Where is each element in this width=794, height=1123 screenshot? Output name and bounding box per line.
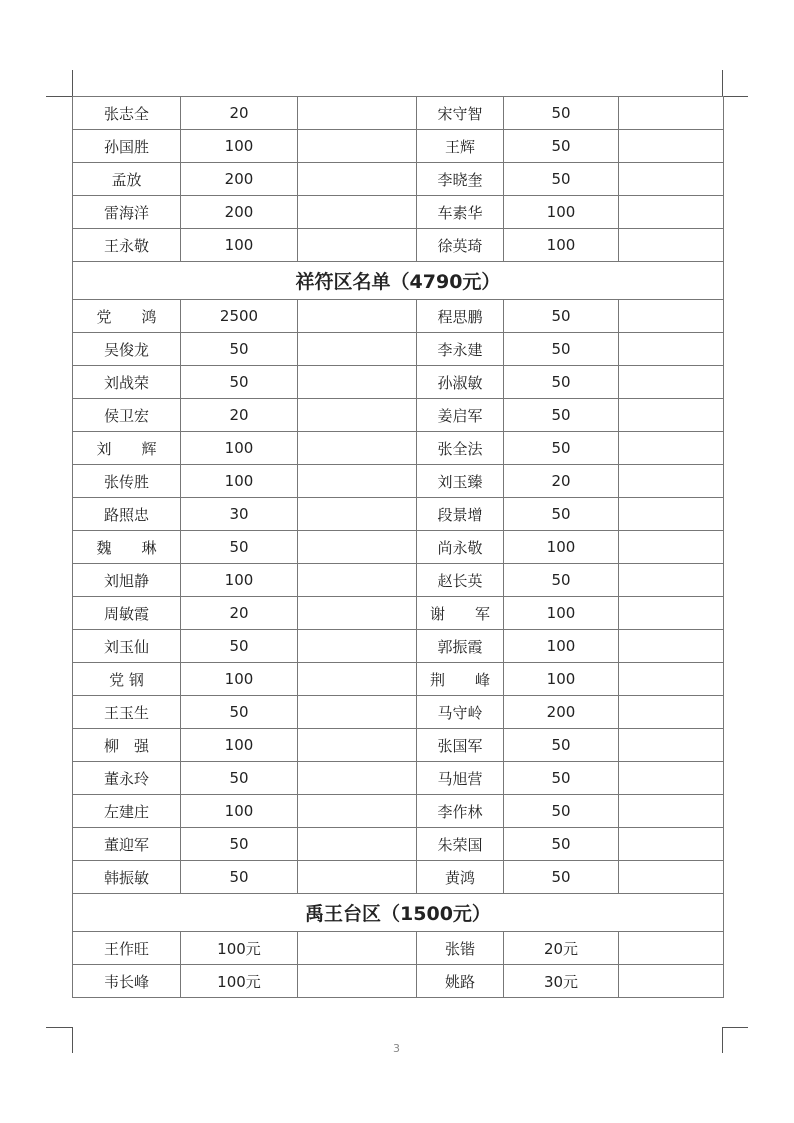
crop-mark [46, 96, 72, 97]
name-cell: 董永玲 [73, 762, 181, 795]
crop-mark [72, 1027, 73, 1053]
note-cell [619, 229, 724, 262]
note-cell [298, 399, 417, 432]
note-cell [298, 861, 417, 894]
table-row [73, 531, 724, 564]
name-cell: 王玉生 [73, 696, 181, 729]
amount-cell: 100 [181, 465, 298, 498]
amount-cell: 100 [504, 196, 619, 229]
note-cell [298, 564, 417, 597]
amount-cell: 50 [504, 795, 619, 828]
note-cell [298, 229, 417, 262]
note-cell [619, 729, 724, 762]
name-cell: 张传胜 [73, 465, 181, 498]
amount-cell: 100 [181, 564, 298, 597]
note-cell [619, 597, 724, 630]
name-cell: 雷海洋 [73, 196, 181, 229]
note-cell [619, 795, 724, 828]
note-cell [298, 97, 417, 130]
section-header-row [73, 894, 724, 932]
note-cell [298, 630, 417, 663]
note-cell [619, 130, 724, 163]
note-cell [298, 465, 417, 498]
table-row [73, 696, 724, 729]
amount-cell: 50 [181, 696, 298, 729]
note-cell [619, 932, 724, 965]
amount-cell: 100 [181, 663, 298, 696]
note-cell [298, 932, 417, 965]
name-cell: 朱荣国 [417, 828, 504, 861]
amount-cell: 50 [504, 300, 619, 333]
name-cell: 张锴 [417, 932, 504, 965]
note-cell [619, 531, 724, 564]
donation-table [72, 96, 724, 998]
note-cell [619, 163, 724, 196]
table-row [73, 432, 724, 465]
name-cell: 党 钢 [73, 663, 181, 696]
note-cell [619, 663, 724, 696]
amount-cell: 50 [504, 432, 619, 465]
amount-cell: 20 [181, 399, 298, 432]
amount-cell: 20 [181, 97, 298, 130]
note-cell [298, 795, 417, 828]
note-cell [298, 366, 417, 399]
note-cell [298, 196, 417, 229]
table-row [73, 965, 724, 998]
name-cell: 王永敬 [73, 229, 181, 262]
amount-cell: 50 [504, 498, 619, 531]
amount-cell: 50 [181, 531, 298, 564]
amount-cell: 30元 [504, 965, 619, 998]
amount-cell: 100元 [181, 932, 298, 965]
amount-cell: 20 [181, 597, 298, 630]
amount-cell: 30 [181, 498, 298, 531]
amount-cell: 200 [181, 163, 298, 196]
amount-cell: 50 [181, 333, 298, 366]
name-cell: 李晓奎 [417, 163, 504, 196]
amount-cell: 50 [504, 828, 619, 861]
name-cell: 马旭营 [417, 762, 504, 795]
name-cell: 张国军 [417, 729, 504, 762]
amount-cell: 20 [504, 465, 619, 498]
note-cell [298, 597, 417, 630]
amount-cell: 50 [504, 762, 619, 795]
name-cell: 荆 峰 [417, 663, 504, 696]
crop-mark [72, 70, 73, 96]
name-cell: 刘玉臻 [417, 465, 504, 498]
name-cell: 路照忠 [73, 498, 181, 531]
name-cell: 刘玉仙 [73, 630, 181, 663]
amount-cell: 50 [181, 630, 298, 663]
page-number: 3 [393, 1042, 400, 1055]
table-row [73, 163, 724, 196]
name-cell: 马守岭 [417, 696, 504, 729]
amount-cell: 50 [504, 861, 619, 894]
note-cell [619, 965, 724, 998]
table-row [73, 564, 724, 597]
amount-cell: 100 [181, 130, 298, 163]
table-row [73, 762, 724, 795]
table-row [73, 333, 724, 366]
note-cell [298, 163, 417, 196]
amount-cell: 100元 [181, 965, 298, 998]
note-cell [619, 97, 724, 130]
table-row [73, 861, 724, 894]
crop-mark [722, 96, 748, 97]
note-cell [298, 663, 417, 696]
name-cell: 韩振敏 [73, 861, 181, 894]
amount-cell: 50 [504, 564, 619, 597]
name-cell: 王作旺 [73, 932, 181, 965]
note-cell [298, 729, 417, 762]
amount-cell: 100 [504, 663, 619, 696]
amount-cell: 100 [504, 229, 619, 262]
name-cell: 侯卫宏 [73, 399, 181, 432]
name-cell: 黄鸿 [417, 861, 504, 894]
table-row [73, 932, 724, 965]
name-cell: 孙国胜 [73, 130, 181, 163]
note-cell [619, 828, 724, 861]
amount-cell: 50 [504, 366, 619, 399]
name-cell: 徐英琦 [417, 229, 504, 262]
table-row [73, 130, 724, 163]
table-row [73, 729, 724, 762]
name-cell: 姜启军 [417, 399, 504, 432]
table-row [73, 630, 724, 663]
name-cell: 尚永敬 [417, 531, 504, 564]
note-cell [619, 630, 724, 663]
amount-cell: 100 [181, 432, 298, 465]
amount-cell: 2500 [181, 300, 298, 333]
table-row [73, 828, 724, 861]
crop-mark [722, 70, 723, 96]
amount-cell: 50 [181, 861, 298, 894]
note-cell [298, 531, 417, 564]
note-cell [619, 300, 724, 333]
note-cell [619, 432, 724, 465]
amount-cell: 20元 [504, 932, 619, 965]
amount-cell: 50 [504, 97, 619, 130]
name-cell: 柳 强 [73, 729, 181, 762]
name-cell: 郭振霞 [417, 630, 504, 663]
name-cell: 左建庄 [73, 795, 181, 828]
crop-mark [722, 1027, 748, 1028]
amount-cell: 50 [504, 130, 619, 163]
amount-cell: 100 [504, 630, 619, 663]
note-cell [619, 333, 724, 366]
name-cell: 孙淑敏 [417, 366, 504, 399]
name-cell: 程思鹏 [417, 300, 504, 333]
table-row [73, 498, 724, 531]
name-cell: 魏 琳 [73, 531, 181, 564]
note-cell [619, 696, 724, 729]
name-cell: 王辉 [417, 130, 504, 163]
name-cell: 刘 辉 [73, 432, 181, 465]
note-cell [619, 465, 724, 498]
table-row [73, 795, 724, 828]
section-title: 禹王台区（1500元） [73, 894, 724, 932]
note-cell [298, 965, 417, 998]
table-row [73, 597, 724, 630]
name-cell: 张志全 [73, 97, 181, 130]
name-cell: 姚路 [417, 965, 504, 998]
note-cell [619, 861, 724, 894]
amount-cell: 200 [504, 696, 619, 729]
name-cell: 党 鸿 [73, 300, 181, 333]
note-cell [619, 762, 724, 795]
table-row [73, 300, 724, 333]
table-row [73, 465, 724, 498]
name-cell: 李永建 [417, 333, 504, 366]
crop-mark [722, 1027, 723, 1053]
note-cell [298, 696, 417, 729]
name-cell: 谢 军 [417, 597, 504, 630]
table-row [73, 366, 724, 399]
amount-cell: 100 [181, 229, 298, 262]
name-cell: 宋守智 [417, 97, 504, 130]
note-cell [298, 828, 417, 861]
note-cell [298, 762, 417, 795]
amount-cell: 50 [181, 366, 298, 399]
amount-cell: 50 [504, 163, 619, 196]
amount-cell: 100 [504, 531, 619, 564]
note-cell [619, 196, 724, 229]
crop-mark [46, 1027, 72, 1028]
name-cell: 刘旭静 [73, 564, 181, 597]
name-cell: 段景增 [417, 498, 504, 531]
section-header-row [73, 262, 724, 300]
amount-cell: 50 [181, 762, 298, 795]
table-row [73, 229, 724, 262]
name-cell: 孟放 [73, 163, 181, 196]
amount-cell: 100 [181, 729, 298, 762]
name-cell: 刘战荣 [73, 366, 181, 399]
amount-cell: 50 [181, 828, 298, 861]
name-cell: 周敏霞 [73, 597, 181, 630]
note-cell [298, 333, 417, 366]
note-cell [298, 300, 417, 333]
table-row [73, 399, 724, 432]
note-cell [298, 432, 417, 465]
name-cell: 赵长英 [417, 564, 504, 597]
name-cell: 董迎军 [73, 828, 181, 861]
note-cell [619, 399, 724, 432]
amount-cell: 200 [181, 196, 298, 229]
name-cell: 张全法 [417, 432, 504, 465]
name-cell: 韦长峰 [73, 965, 181, 998]
name-cell: 吴俊龙 [73, 333, 181, 366]
note-cell [619, 498, 724, 531]
table-row [73, 97, 724, 130]
table-row [73, 663, 724, 696]
note-cell [298, 130, 417, 163]
amount-cell: 50 [504, 729, 619, 762]
amount-cell: 50 [504, 333, 619, 366]
section-title: 祥符区名单（4790元） [73, 262, 724, 300]
amount-cell: 50 [504, 399, 619, 432]
amount-cell: 100 [504, 597, 619, 630]
name-cell: 李作林 [417, 795, 504, 828]
table-row [73, 196, 724, 229]
amount-cell: 100 [181, 795, 298, 828]
note-cell [619, 564, 724, 597]
name-cell: 车素华 [417, 196, 504, 229]
note-cell [619, 366, 724, 399]
note-cell [298, 498, 417, 531]
